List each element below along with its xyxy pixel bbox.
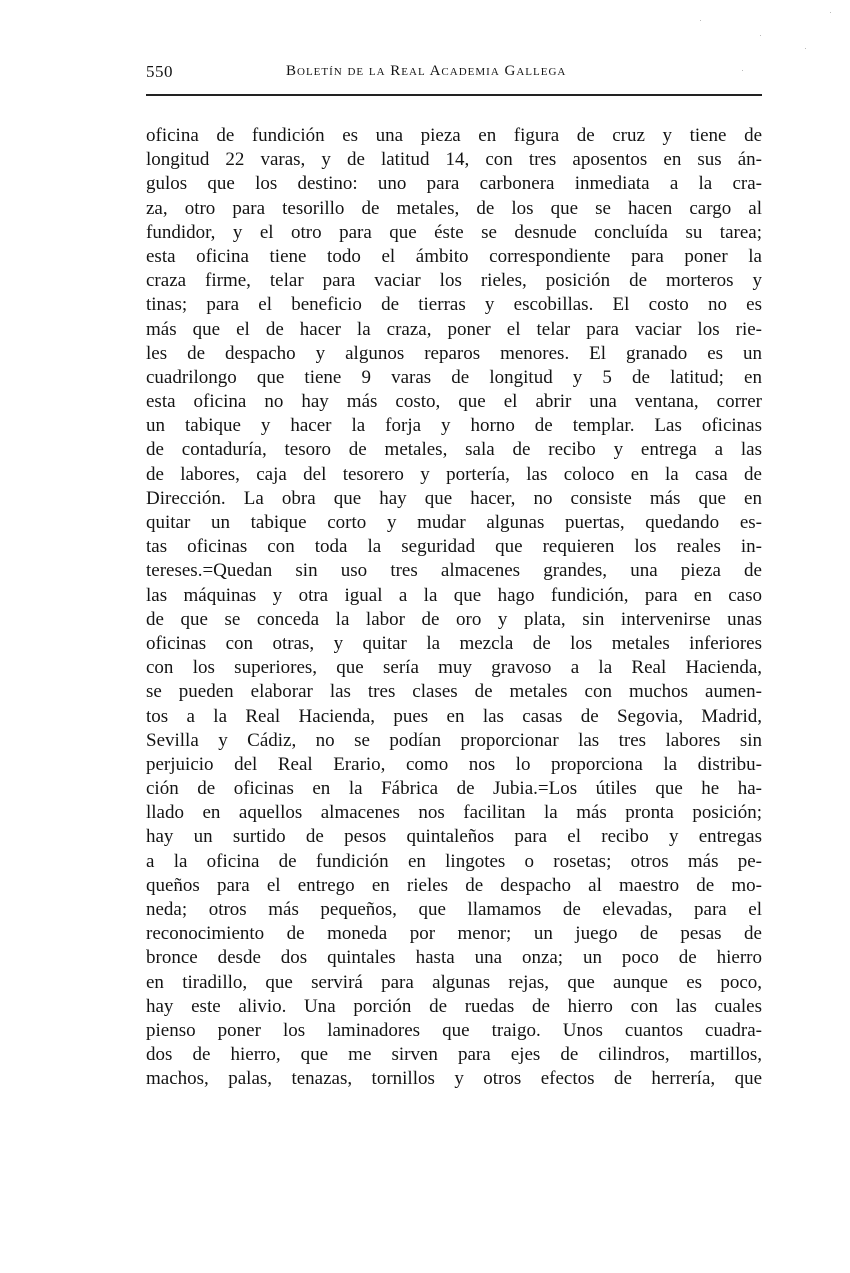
text-line: fundidor, y el otro para que éste se desnude concluída su tarea;	[146, 221, 762, 243]
text-line: gulos que los destino: uno para carbonera inmediata a la cra-	[146, 173, 762, 195]
text-line: las máquinas y otra igual a la que hago fundición, para en caso	[146, 584, 762, 606]
text-line: con los superiores, que sería muy gravoso a la Real Hacienda,	[146, 657, 762, 679]
text-line: cuadrilongo que tiene 9 varas de longitud y 5 de latitud; en	[146, 366, 762, 388]
text-line: tas oficinas con toda la seguridad que requieren los reales in-	[146, 536, 762, 558]
body-text	[146, 124, 762, 1092]
text-line: oficinas con otras, y quitar la mezcla de los metales inferiores	[146, 632, 762, 654]
text-line: ción de oficinas en la Fábrica de Jubia.=Los útiles que he ha-	[146, 778, 762, 800]
text-line: bronce desde dos quintales hasta una onza; un poco de hierro	[146, 947, 762, 969]
text-line: machos, palas, tenazas, tornillos y otros efectos de herrería, que	[146, 1068, 762, 1090]
text-line: esta oficina tiene todo el ámbito correspondiente para poner la	[146, 245, 762, 267]
text-line: oficina de fundición es una pieza en figura de cruz y tiene de	[146, 125, 762, 146]
text-line: tinas; para el beneficio de tierras y escobillas. El costo no es	[146, 294, 762, 316]
text-line: reconocimiento de moneda por menor; un juego de pesas de	[146, 923, 762, 945]
text-line: de contaduría, tesoro de metales, sala de recibo y entrega a las	[146, 439, 762, 461]
text-line: Sevilla y Cádiz, no se podían proporcionar las tres labores sin	[146, 729, 762, 751]
scan-speck	[760, 35, 761, 36]
header-rule	[146, 94, 762, 96]
text-line: hay un surtido de pesos quintaleños para el recibo y entregas	[146, 826, 762, 848]
page-number: 550	[146, 62, 173, 81]
text-line: a la oficina de fundición en lingotes o rosetas; otros más pe-	[146, 850, 762, 872]
scan-speck	[700, 20, 701, 21]
text-line: dos de hierro, que me sirven para ejes de cilindros, martillos,	[146, 1044, 762, 1066]
text-line: se pueden elaborar las tres clases de metales con muchos aumen-	[146, 681, 762, 703]
text-line: craza firme, telar para vaciar los rieles, posición de morteros y	[146, 270, 762, 292]
page-header	[146, 62, 762, 86]
scan-speck	[742, 70, 743, 71]
text-line: za, otro para tesorillo de metales, de los que se hacen cargo al	[146, 197, 762, 219]
scan-speck	[830, 12, 831, 13]
text-line: hay este alivio. Una porción de ruedas de hierro con las cuales	[146, 995, 762, 1017]
text-line: queños para el entrego en rieles de despacho al maestro de mo-	[146, 874, 762, 896]
text-line: un tabique y hacer la forja y horno de templar. Las oficinas	[146, 415, 762, 437]
text-line: tereses.=Quedan sin uso tres almacenes grandes, una pieza de	[146, 560, 762, 582]
text-line: tos a la Real Hacienda, pues en las casas de Segovia, Madrid,	[146, 705, 762, 727]
running-title: Boletín de la Real Academia Gallega	[286, 63, 567, 79]
text-line: más que el de hacer la craza, poner el telar para vaciar los rie-	[146, 318, 762, 340]
text-line: de que se conceda la labor de oro y plata, sin intervenirse unas	[146, 608, 762, 630]
text-line: esta oficina no hay más costo, que el abrir una ventana, correr	[146, 391, 762, 413]
text-line: les de despacho y algunos reparos menores. El granado es un	[146, 342, 762, 364]
text-line: llado en aquellos almacenes nos facilitan la más pronta posición;	[146, 802, 762, 824]
text-line: en tiradillo, que servirá para algunas rejas, que aunque es poco,	[146, 971, 762, 993]
scan-speck	[805, 48, 806, 49]
text-line: pienso poner los laminadores que traigo. Unos cuantos cuadra-	[146, 1019, 762, 1041]
text-line: perjuicio del Real Erario, como nos lo proporciona la distribu-	[146, 753, 762, 775]
text-line: de labores, caja del tesorero y portería, las coloco en la casa de	[146, 463, 762, 485]
text-line: quitar un tabique corto y mudar algunas puertas, quedando es-	[146, 512, 762, 533]
text-line: longitud 22 varas, y de latitud 14, con tres aposentos en sus án-	[146, 149, 762, 171]
text-line: neda; otros más pequeños, que llamamos de elevadas, para el	[146, 899, 762, 920]
text-line: Dirección. La obra que hay que hacer, no consiste más que en	[146, 487, 762, 509]
